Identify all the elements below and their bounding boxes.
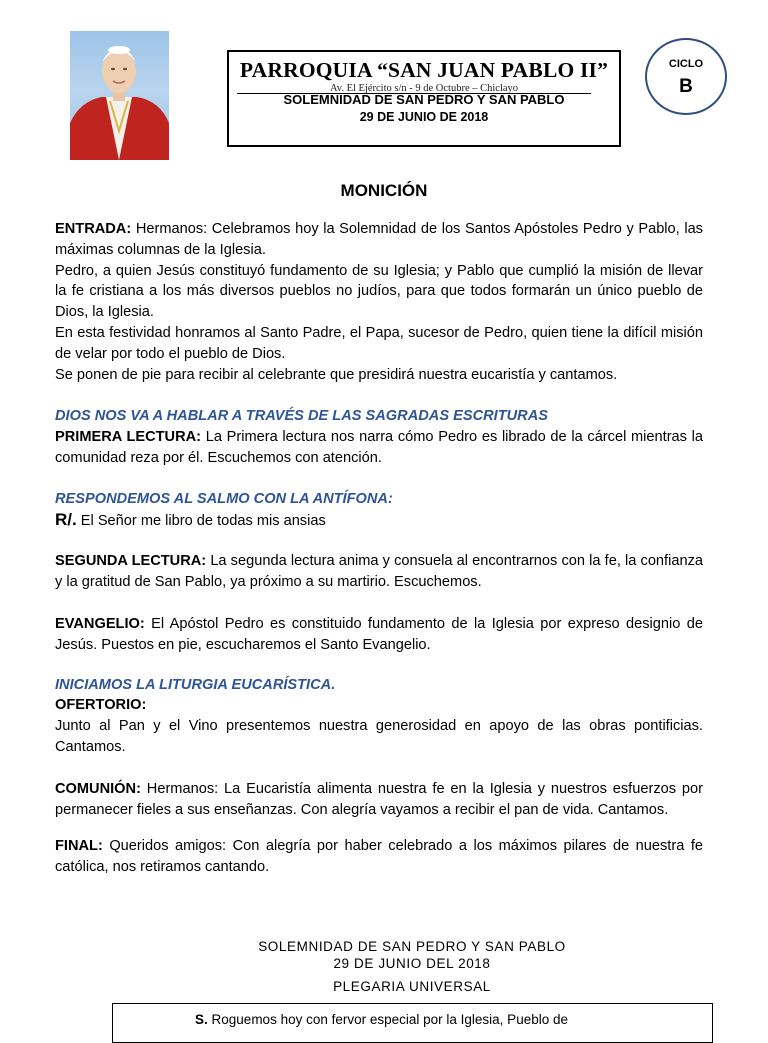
liturgical-cycle-badge [645,38,727,115]
header-date: 29 DE JUNIO DE 2018 [359,110,489,124]
comunion-text: Hermanos: La Eucaristía alimenta nuestra fe en la Iglesia y nuestros esfuerzos por permanecer fieles a sus enseñanzas. Con alegría vayamos a recibir el pan de vida. Cantamos. [55,780,703,818]
response-symbol: R/. [55,509,77,529]
parish-header-box [227,50,621,147]
segunda-lectura-label: SEGUNDA LECTURA: [55,553,207,570]
prayer-line [195,1012,568,1027]
pope-portrait-illustration [70,31,169,160]
evangelio-label: EVANGELIO: [55,615,145,632]
response-text: El Señor me libro de todas mis ansias [80,512,326,529]
section-psalm: RESPONDEMOS AL SALMO CON LA ANTÍFONA: [55,490,393,507]
ofertorio-label: OFERTORIO: [55,697,147,714]
prayer-box [112,1003,713,1043]
footer-date: 29 DE JUNIO DEL 2018 [333,956,491,971]
monicion-title: MONICIÓN [340,181,428,200]
entrada-text-3: En esta festividad honramos al Santo Padre, el Papa, sucesor de Pedro, quien tiene la difícil misión de velar por todo el pueblo de Dios. [55,324,703,362]
parish-address: Av. El Ejército s/n - 9 de Octubre – Chiclayo [329,83,519,94]
entrada-text-1: Hermanos: Celebramos hoy la Solemnidad de los Santos Apóstoles Pedro y Pablo, las máximas columnas de la Iglesia. [55,221,703,258]
prayer-text: Roguemos hoy con fervor especial por la Iglesia, Pueblo de [211,1012,568,1027]
evangelio-text: El Apóstol Pedro es constituido fundamento de la Iglesia por expreso designio de Jesús. Puestos en pie, escucharemos el Santo Evangelio. [55,615,703,653]
header-subtitle: SOLEMNIDAD DE SAN PEDRO Y SAN PABLO [283,92,565,107]
section-scriptures: DIOS NOS VA A HABLAR A TRAVÉS DE LAS SAGRADAS ESCRITURAS [55,408,548,425]
final-label: FINAL: [55,838,103,855]
monicion-content [55,219,703,878]
cycle-letter: B [679,76,693,97]
comunion-label: COMUNIÓN: [55,780,141,797]
entrada-label: ENTRADA: [55,221,132,237]
evangelio-paragraph [55,614,703,656]
entrada-paragraph [55,219,703,261]
segunda-lectura-text: La segunda lectura anima y consuela al encontrarnos con la fe, la confianza y la gratitud de San Pablo, ya próximo a su martirio. Escuchemos. [55,553,703,591]
parish-name: PARROQUIA “SAN JUAN PABLO II” [239,58,609,82]
cycle-label: CICLO [668,58,704,70]
footer-solemnity: SOLEMNIDAD DE SAN PEDRO Y SAN PABLO [258,939,566,954]
primera-lectura-paragraph [55,427,703,469]
prayer-symbol: S. [195,1012,208,1027]
entrada-text-4: Se ponen de pie para recibir al celebrante que presidirá nuestra eucaristía y cantamos. [55,366,618,383]
pope-portrait-photo [70,31,169,160]
primera-lectura-label: PRIMERA LECTURA: [55,429,202,446]
final-paragraph [55,836,703,878]
segunda-lectura-paragraph [55,551,703,593]
primera-lectura-text: La Primera lectura nos narra cómo Pedro es librado de la cárcel mientras la comunidad reza por él. Escuchemos con atención. [55,429,704,466]
section-liturgy: INICIAMOS LA LITURGIA EUCARÍSTICA. [55,676,336,693]
comunion-paragraph [55,779,703,821]
psalm-response [55,510,703,532]
ofertorio-text: Junto al Pan y el Vino presentemos nuestra generosidad en apoyo de las obras pontificias. Cantamos. [55,718,703,755]
final-text: Queridos amigos: Con alegría por haber celebrado a los máximos pilares de nuestra fe católica, nos retiramos cantando. [55,838,703,876]
footer-prayer-title: PLEGARIA UNIVERSAL [333,979,491,994]
entrada-text-2: Pedro, a quien Jesús constituyó fundamento de su Iglesia; y Pablo que cumplió la misión de llevar la fe cristiana a los más diversos pueblos no judíos, para que todos formarán un único pueblo de Dios, la Iglesia. [55,262,703,321]
